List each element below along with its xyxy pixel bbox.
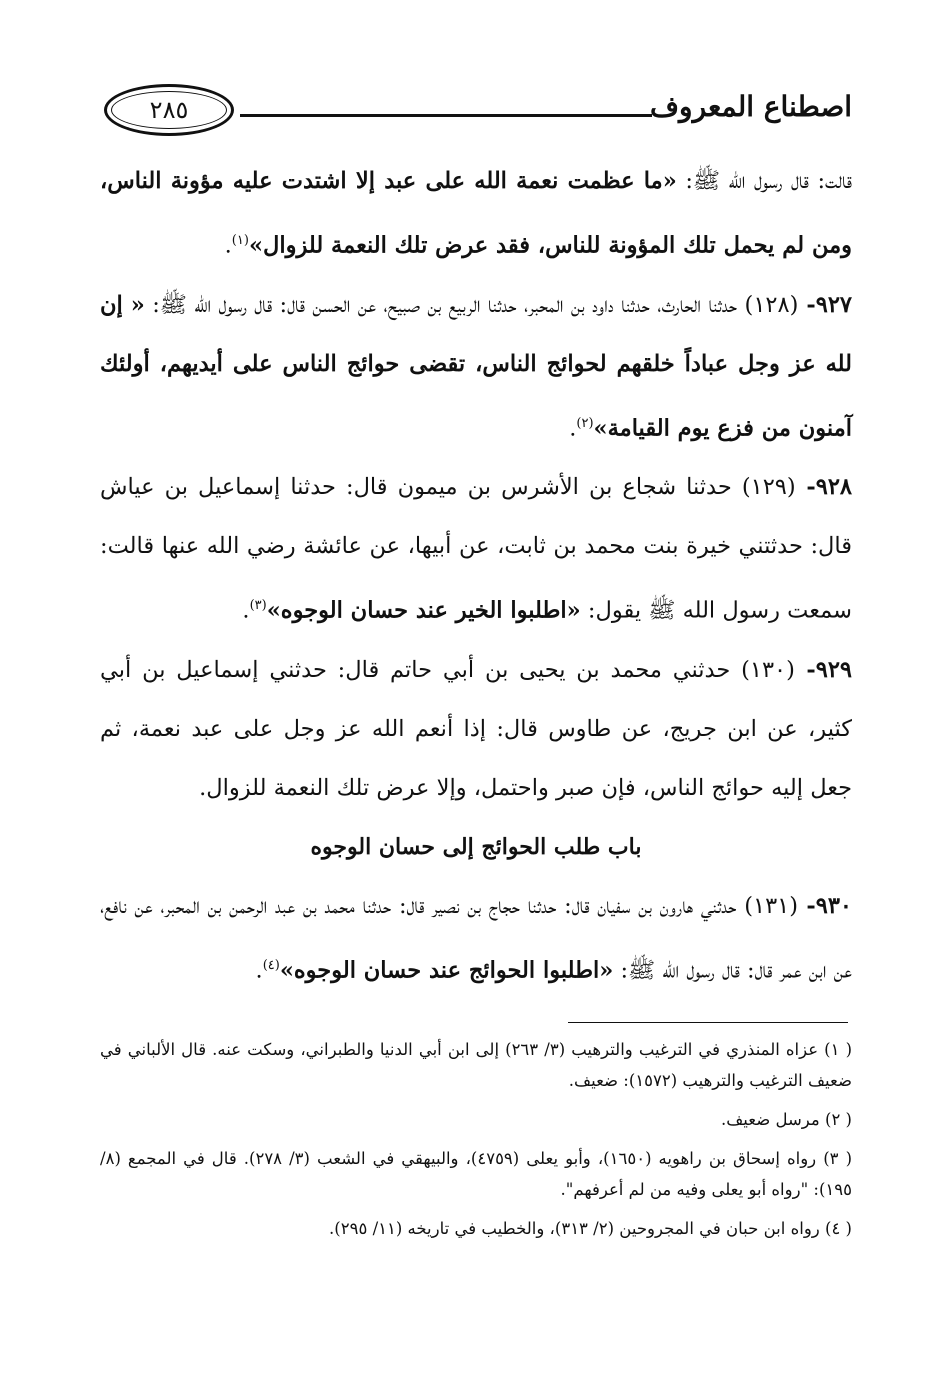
hadith-number: ٩٢٨- (795, 474, 852, 500)
hadith-quote: « إن لله عز وجل عباداً خلقهم لحوائج الناس، تقضى حوائج الناس على أيديهم، أولئك آمنون من فزع يوم القيامة» (100, 291, 852, 441)
hadith-number: ٩٢٩- (794, 656, 853, 683)
hadith-number: ٩٣٠- (798, 892, 853, 919)
hadith-number: ٩٢٧- (798, 291, 853, 318)
footnote-ref[interactable]: (٤) (262, 957, 280, 973)
paragraph-927 (100, 276, 852, 459)
sentence-end: . (255, 957, 263, 983)
book-title: اصطناع المعروف (650, 90, 852, 123)
page-header (100, 78, 852, 150)
sentence-end: . (224, 232, 232, 259)
paragraph-928 (100, 458, 852, 641)
hadith-quote: «ما عظمت نعمة الله على عبد إلا اشتدت عليه مؤونة الناس، ومن لم يحمل تلك المؤونة للناس، فقد عرض تلك النعمة للزوال» (100, 168, 852, 259)
section-heading: باب طلب الحوائج إلى حسان الوجوه (310, 833, 642, 860)
footnote-3: ( ٣) رواه إسحاق بن راهويه (١٦٥٠)، وأبو يعلى (٤٧٥٩)، والبيهقي في الشعب (٣/ ٢٧٨). قال في المجمع (٨/ ١٩٥): "رواه أبو يعلى وفيه من لم أعرفهم". (100, 1149, 853, 1199)
paragraph-929 (100, 641, 852, 818)
header-rule (240, 114, 652, 117)
paragraph-1 (100, 152, 852, 276)
hadith-quote: «اطلبوا الحوائج عند حسان الوجوه» (279, 957, 614, 983)
footnote-4: ( ٤) رواه ابن حبان في المجروحين (٢/ ٣١٣)، والخطيب في تاريخه (١١/ ٢٩٥). (329, 1219, 852, 1238)
paragraph-930 (100, 877, 852, 1001)
footnote-ref[interactable]: (١) (231, 233, 249, 248)
page-number-frame (104, 84, 234, 136)
sentence-end: . (242, 597, 250, 624)
footnote-separator (568, 1022, 848, 1023)
paragraph-text: (١٣٠) حدثني محمد بن يحيى بن أبي حاتم قال: حدثني إسماعيل بن أبي كثير، عن ابن جريج، عن طاوس قال: إذا أنعم الله عز وجل على عبد نعمة، ثم جعل إليه حوائج الناس، فإن صبر واحتمل، وإلا عرض تلك النعمة للزوال. (100, 656, 852, 801)
paragraph-text: (١٢٩) حدثنا شجاع بن الأشرس بن ميمون قال: حدثنا إسماعيل بن عياش قال: حدثتني خيرة بنت محمد بن ثابت، عن أبيها، عن عائشة رضي الله عنها قالت: سمعت رسول الله ﷺ يقول: (100, 474, 852, 624)
footnotes (100, 1034, 852, 1244)
footnote-2: ( ٢) مرسل ضعيف. (720, 1110, 852, 1129)
footnote-ref[interactable]: (٢) (576, 415, 594, 431)
footnote-1: ( ١) عزاه المنذري في الترغيب والترهيب (٣/ ٢٦٣) إلى ابن أبي الدنيا والطبراني، وسكت عنه. قال الألباني في ضعيف الترغيب والترهيب (١٥٧٢): ضعيف. (100, 1040, 853, 1090)
sentence-end: . (569, 415, 577, 441)
main-text (100, 152, 852, 1000)
page-number: ٢٨٥ (149, 96, 189, 124)
paragraph-text: (١٣١) حدثني هارون بن سفيان قال: حدثنا حجاج بن نصير قال: حدثنا محمد بن عبد الرحمن بن المحبر، عن نافع، عن ابن عمر قال: قال رسول الله ﷺ: (100, 892, 852, 983)
paragraph-text: قالت: قال رسول الله ﷺ: (676, 168, 852, 194)
hadith-quote: «اطلبوا الخير عند حسان الوجوه» (266, 597, 581, 624)
footnote-ref[interactable]: (٣) (249, 598, 267, 613)
paragraph-text: (١٢٨) حدثنا الحارث، حدثنا داود بن المحبر، حدثنا الربيع بن صبيح، عن الحسن قال: قال رسول الله ﷺ: (144, 291, 799, 318)
